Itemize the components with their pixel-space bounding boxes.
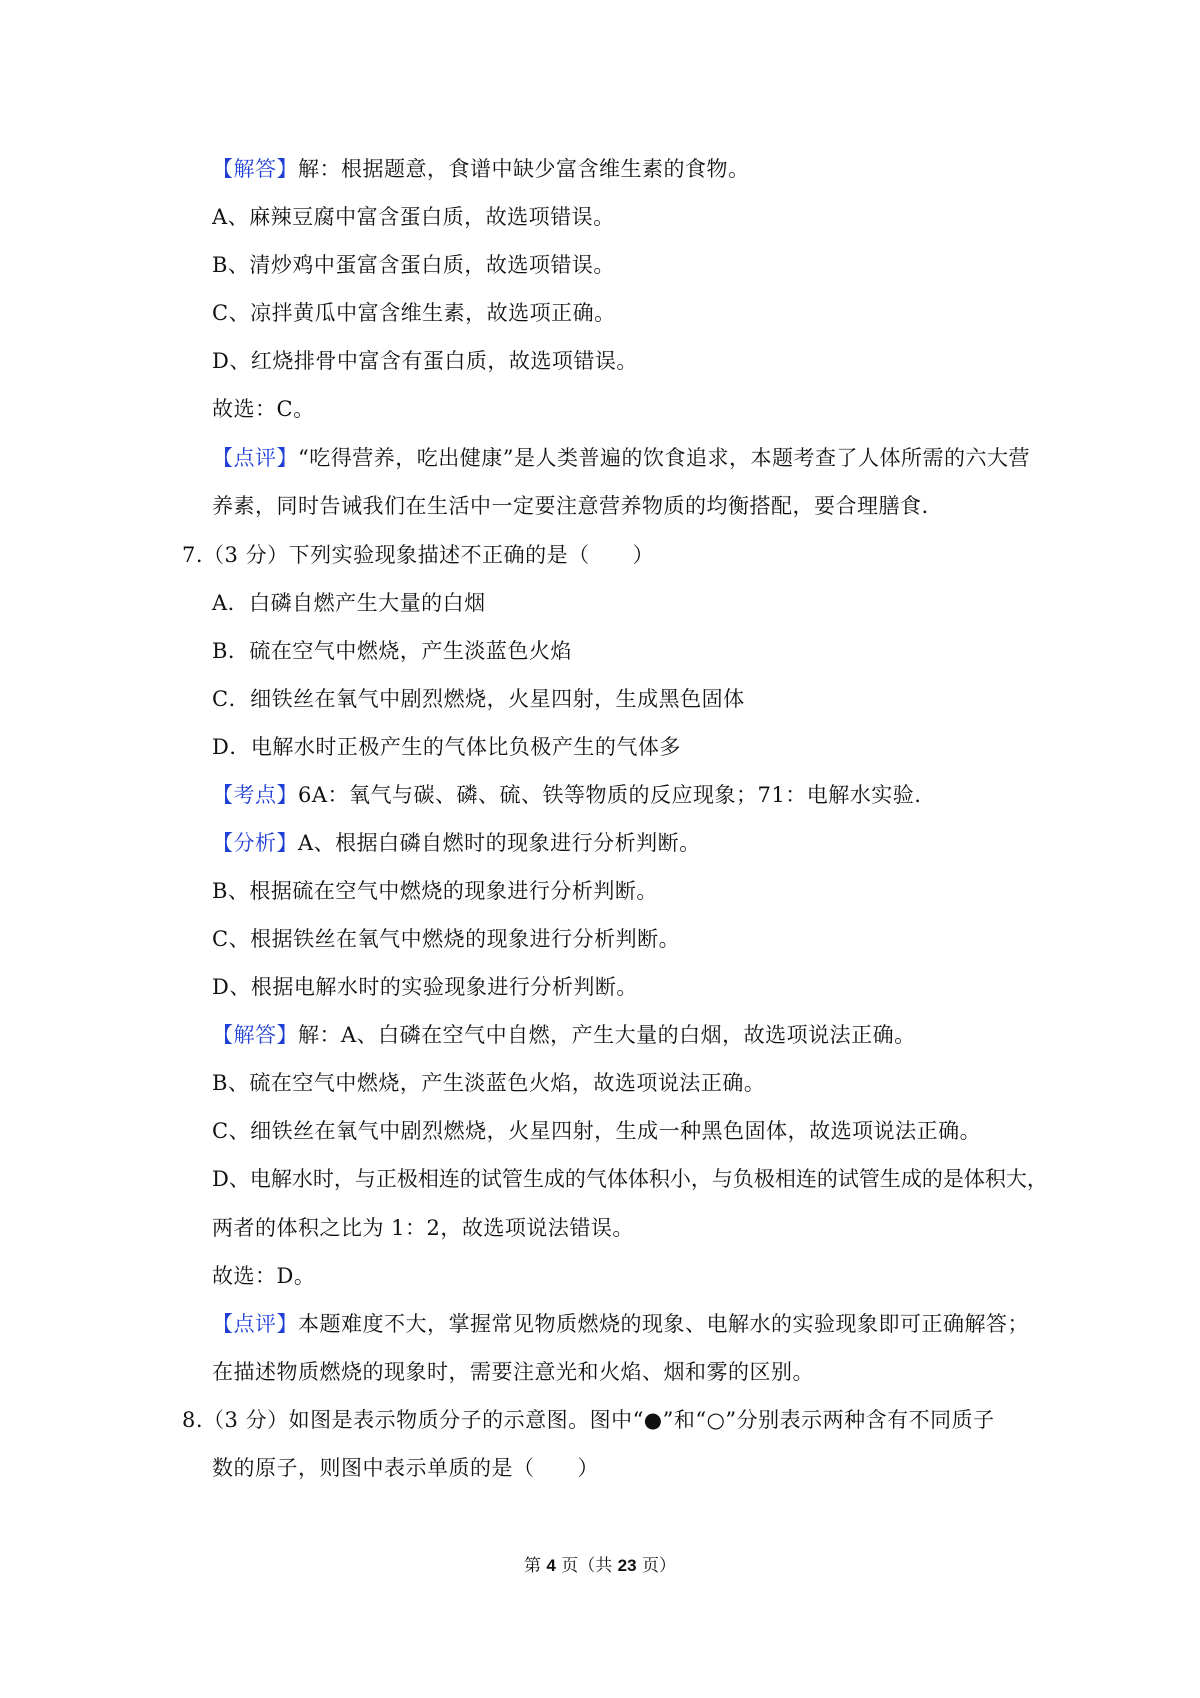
analysis-tag: 【分析】 <box>212 831 298 855</box>
point-text: 6A：氧气与碳、磷、硫、铁等物质的反应现象；71：电解水实验. <box>298 783 922 807</box>
footer-middle: 页（共 <box>555 1556 618 1576</box>
answer-text: 解：A、白磷在空气中自燃，产生大量的白烟，故选项说法正确。 <box>298 1023 916 1047</box>
q7-option-b: B．硫在空气中燃烧，产生淡蓝色火焰 <box>212 639 572 663</box>
q7-option-a: A．白磷自燃产生大量的白烟 <box>212 591 486 615</box>
q6-comment-1 <box>212 443 1030 473</box>
q7-analysis <box>212 828 701 858</box>
q7-analysis-b: B、根据硫在空气中燃烧的现象进行分析判断。 <box>212 879 658 903</box>
q7-stem: 7.（3 分）下列实验现象描述不正确的是（ ） <box>182 543 655 567</box>
q6-choose: 故选：C。 <box>212 397 315 421</box>
q6-answer-d: D、红烧排骨中富含有蛋白质，故选项错误。 <box>212 349 638 373</box>
page-footer <box>0 1554 1200 1578</box>
q7-answer-d-2: 两者的体积之比为 1：2，故选项说法错误。 <box>212 1216 634 1240</box>
q7-point <box>212 780 921 810</box>
q7-option-d: D．电解水时正极产生的气体比负极产生的气体多 <box>212 735 681 759</box>
comment-tag: 【点评】 <box>212 1312 298 1336</box>
q7-choose: 故选：D。 <box>212 1264 316 1288</box>
q7-answer-b: B、硫在空气中燃烧，产生淡蓝色火焰，故选项说法正确。 <box>212 1071 766 1095</box>
q6-answer-a: A、麻辣豆腐中富含蛋白质，故选项错误。 <box>212 205 615 229</box>
q7-comment-1 <box>212 1309 1029 1339</box>
q7-option-c: C．细铁丝在氧气中剧烈燃烧，火星四射，生成黑色固体 <box>212 687 745 711</box>
q6-answer <box>212 154 750 184</box>
comment-tag: 【点评】 <box>212 446 298 470</box>
footer-suffix: 页） <box>636 1556 676 1576</box>
total-pages: 23 <box>617 1556 637 1575</box>
q7-comment-2: 在描述物质燃烧的现象时，需要注意光和火焰、烟和雾的区别。 <box>212 1360 814 1384</box>
comment-text: “吃得营养，吃出健康”是人类普遍的饮食追求，本题考查了人体所需的六大营 <box>298 446 1030 470</box>
q6-answer-b: B、清炒鸡中蛋富含蛋白质，故选项错误。 <box>212 253 615 277</box>
answer-tag: 【解答】 <box>212 1023 298 1047</box>
q8-stem-1: 8.（3 分）如图是表示物质分子的示意图。图中“●”和“○”分别表示两种含有不同质子 <box>182 1408 995 1432</box>
comment-text: 本题难度不大，掌握常见物质燃烧的现象、电解水的实验现象即可正确解答； <box>298 1312 1029 1336</box>
q7-analysis-d: D、根据电解水时的实验现象进行分析判断。 <box>212 975 638 999</box>
answer-tag: 【解答】 <box>212 157 298 181</box>
q7-answer-d-1: D、电解水时，与正极相连的试管生成的气体体积小，与负极相连的试管生成的是体积大， <box>212 1167 1048 1191</box>
q7-analysis-c: C、根据铁丝在氧气中燃烧的现象进行分析判断。 <box>212 927 681 951</box>
analysis-text: A、根据白磷自燃时的现象进行分析判断。 <box>298 831 701 855</box>
page-number: 4 <box>546 1556 556 1575</box>
q7-answer-c: C、细铁丝在氧气中剧烈燃烧，火星四射，生成一种黑色固体，故选项说法正确。 <box>212 1119 982 1143</box>
point-tag: 【考点】 <box>212 783 298 807</box>
answer-text: 解：根据题意，食谱中缺少富含维生素的食物。 <box>298 157 750 181</box>
q6-answer-c: C、凉拌黄瓜中富含维生素，故选项正确。 <box>212 301 616 325</box>
q6-comment-2: 养素，同时告诫我们在生活中一定要注意营养物质的均衡搭配，要合理膳食. <box>212 494 929 518</box>
q8-stem-2: 数的原子，则图中表示单质的是（ ） <box>212 1456 599 1480</box>
q7-answer <box>212 1020 916 1050</box>
footer-prefix: 第 <box>523 1556 547 1576</box>
